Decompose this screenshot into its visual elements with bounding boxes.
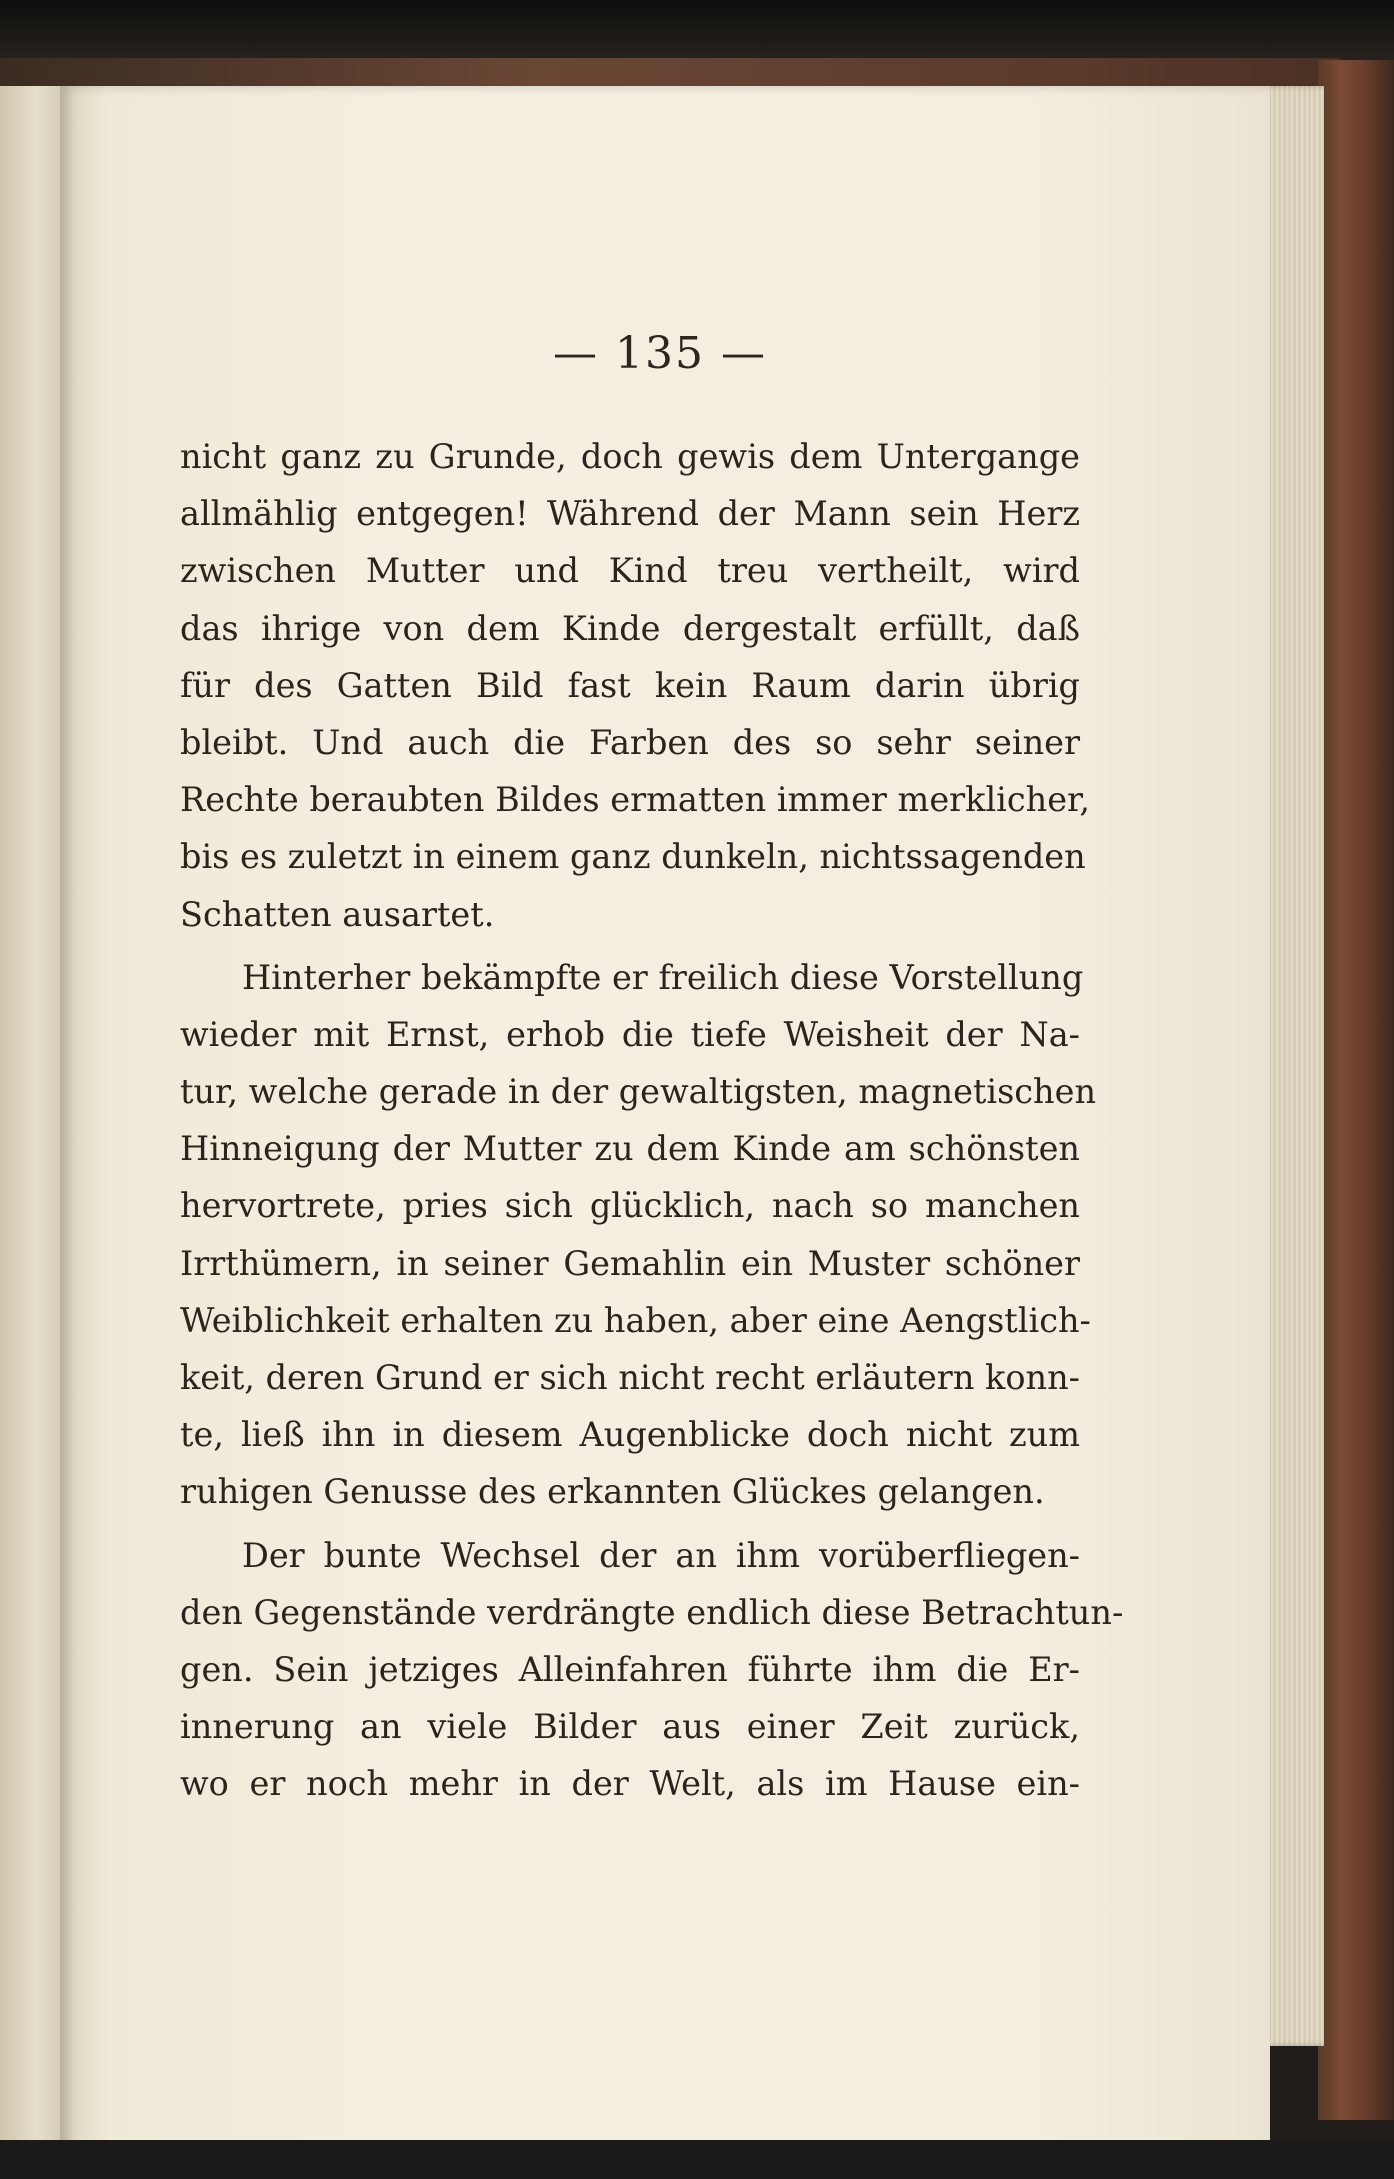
previous-page-edge: [0, 86, 62, 2166]
page-stack-edge: [1262, 86, 1324, 2046]
text-line: das ihrige von dem Kinde dergestalt erfüllt, daß: [180, 608, 1080, 648]
text-line: zwischen Mutter und Kind treu vertheilt, wird: [180, 551, 1080, 591]
text-line: für des Gatten Bild fast kein Raum darin übrig: [180, 665, 1080, 705]
text-line: bis es zuletzt in einem ganz dunkeln, nichtssagenden: [180, 837, 1086, 877]
text-line: Hinterher bekämpfte er freilich diese Vorstellung: [242, 957, 1084, 997]
text-line: Der bunte Wechsel der an ihm vorüberfliegen-: [242, 1535, 1080, 1575]
paragraph: [180, 428, 1091, 943]
text-line: keit, deren Grund er sich nicht recht erläutern konn-: [180, 1358, 1080, 1397]
text-line: bleibt. Und auch die Farben des so sehr seiner: [180, 722, 1080, 762]
text-line: Weiblichkeit erhalten zu haben, aber eine Aengstlich-: [180, 1300, 1091, 1340]
text-line: tur, welche gerade in der gewaltigsten, magnetischen: [180, 1072, 1097, 1112]
text-line: Rechte beraubten Bildes ermatten immer merklicher,: [180, 780, 1091, 820]
page-number: — 135 —: [553, 328, 767, 379]
text-line: ruhigen Genusse des erkannten Glückes gelangen.: [180, 1472, 1045, 1512]
text-line: gen. Sein jetziges Alleinfahren führte ihm die Er-: [180, 1649, 1080, 1689]
text-line: innerung an viele Bilder aus einer Zeit zurück,: [180, 1707, 1080, 1747]
text-line: Irrthümern, in seiner Gemahlin ein Muster schöner: [180, 1243, 1080, 1283]
paragraph: [180, 1527, 1124, 1813]
text-line: Hinneigung der Mutter zu dem Kinde am schönsten: [180, 1129, 1080, 1169]
text-line: te, ließ ihn in diesem Augenblicke doch nicht zum: [180, 1415, 1080, 1455]
text-line: hervortrete, pries sich glücklich, nach so manchen: [180, 1186, 1080, 1226]
page-text: [180, 428, 1124, 1813]
book-cover-right-edge: [1318, 60, 1394, 2120]
text-line: allmählig entgegen! Während der Mann sein Herz: [180, 494, 1080, 534]
book-page: [60, 86, 1270, 2166]
text-line: den Gegenstände verdrängte endlich diese Betrachtun-: [180, 1592, 1124, 1632]
paragraph: [180, 949, 1097, 1521]
text-line: Schatten ausartet.: [180, 894, 495, 934]
text-line: wo er noch mehr in der Welt, als im Hause ein-: [180, 1764, 1080, 1804]
text-line: nicht ganz zu Grunde, doch gewis dem Untergange: [180, 437, 1080, 476]
text-line: wieder mit Ernst, erhob die tiefe Weisheit der Na-: [180, 1014, 1080, 1054]
scan-background-bottom: [0, 2140, 1394, 2179]
